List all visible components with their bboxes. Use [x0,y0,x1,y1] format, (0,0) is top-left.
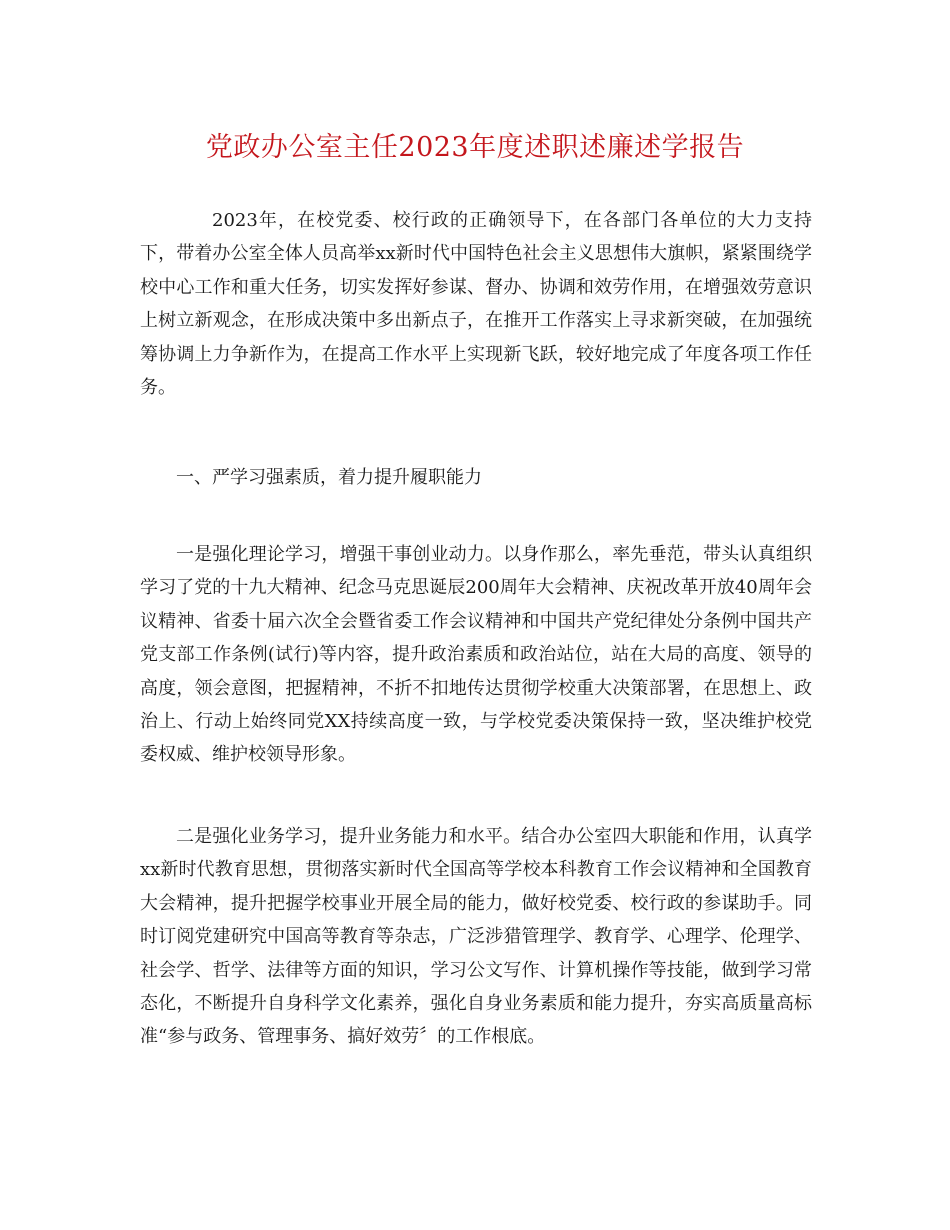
document-title: 党政办公室主任2023年度述职述廉述学报告 [205,132,745,163]
point-two-paragraph: 二是强化业务学习，提升业务能力和水平。结合办公室四大职能和作用，认真学xx新时代教育思想，贯彻落实新时代全国高等学校本科教育工作会议精神和全国教育大会精神，提升把握学校事业开展全局的能力，做好校党委、校行政的参谋助手。同时订阅党建研究中国高等教育等杂志，广泛涉猎管理学、教育学、心理学、伦理学、社会学、哲学、法律等方面的知识，学习公文写作、计算机操作等技能，做到学习常态化，不断提升自身科学文化素养，强化自身业务素质和能力提升，夯实高质量高标准“参与政务、管理事务、搞好效劳〞的工作根底。 [140,826,812,1048]
intro-paragraph: 2023年，在校党委、校行政的正确领导下，在各部门各单位的大力支持下，带着办公室全体人员高举xx新时代中国特色社会主义思想伟大旗帜，紧紧围绕学校中心工作和重大任务，切实发挥好参谋、督办、协调和效劳作用，在增强效劳意识上树立新观念，在形成决策中多出新点子，在推开工作落实上寻求新突破，在加强统筹协调上力争新作为，在提高工作水平上实现新飞跃，较好地完成了年度各项工作任务。 [140,210,812,399]
point-one-paragraph: 一是强化理论学习，增强干事创业动力。以身作那么，率先垂范，带头认真组织学习了党的十九大精神、纪念马克思诞辰200周年大会精神、庆祝改革开放40周年会议精神、省委十届六次全会暨省委工作会议精神和中国共产党纪律处分条例中国共产党支部工作条例(试行)等内容，提升政治素质和政治站位，站在大局的高度、领导的高度，领会意图，把握精神，不折不扣地传达贯彻学校重大决策部署，在思想上、政治上、行动上始终同党XX持续高度一致，与学校党委决策保持一致，坚决维护校党委权威、维护校领导形象。 [140,544,812,766]
section-heading: 一、严学习强素质，着力提升履职能力 [176,467,482,488]
